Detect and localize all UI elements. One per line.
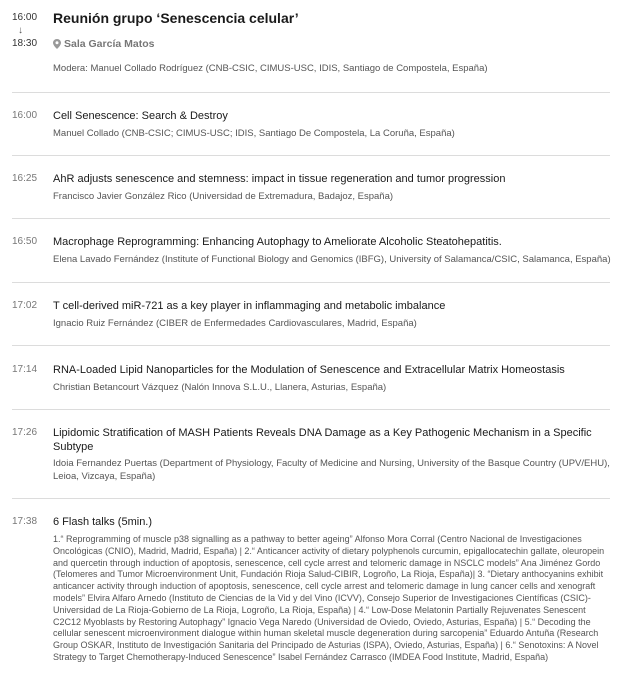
divider: [12, 155, 610, 156]
talk-speaker: Elena Lavado Fernández (Institute of Functional Biology and Genomics (IBFG), University of Salamanca/CSIC, Salamanca, España): [53, 254, 611, 265]
talk-title: AhR adjusts senescence and stemness: impact in tissue regeneration and tumor progression: [53, 173, 506, 185]
session-moderator: Modera: Manuel Collado Rodríguez (CNB-CSIC, CIMUS-USC, IDIS, Santiago de Compostela, España): [53, 63, 488, 74]
talk-title: Cell Senescence: Search & Destroy: [53, 110, 228, 122]
talk-time: 16:00: [12, 110, 38, 121]
talk-speaker: Ignacio Ruiz Fernández (CIBER de Enfermedades Cardiovasculares, Madrid, España): [53, 318, 417, 329]
flash-talks-list: 1.“ Reprogramming of muscle p38 signalling as a pathway to better ageing” Alfonso Mora Corral (Centro Nacional de Investigaciones Oncológicas (CNIO), Madrid, Madrid, España) | 2.“ Anticancer activity of dietary polyphenols curcumin, epigallocatechin gallate, oleuropein and quercetin through induction of apoptosis, senescence, cell cycle arrest and telomeric damage in NSCLC models” Ana Jiménez Gordo (Telomeres and Tumor Microenvironment Unit, Fundación Rioja Salud-CIBIR, Logroño, La Rioja, España)| 3. “Dietary anthocyanins exhibit anticancer activity through induction of apoptosis, senescence, cell cycle arrest and telomeric damage in lung cancer cells and xenograft models” Elvira Alfaro Arnedo (Instituto de Ciencias de la Vid y del Vino (ICVV), Consejo Superior de Investigaciones Científicas (CSIC)-Universidad de La Rioja-Gobierno de La Rioja, Logroño, La Rioja, España) | 4.“ Low-Dose Melatonin Partially Rejuvenates Senescent C2C12 Myoblasts by Restoring Autophagy” Ignacio Vega Naredo (Universidad de Oviedo, Oviedo, Asturias, España) | 5.“ Decoding the cellular senescent microenvironment dialogue within human skeletal muscle degeneration during sarcopenia” Eduardo Antuña (Research Group OSKAR, Instituto de Investigación Sanitaria del Principado de Asturias (ISPA), Oviedo, Asturias, España) | 6.“ Senotoxins: A Novel Strategy to Target Chemotherapy-Induced Senescence” Isabel Fernández Carrasco (IMDEA Food Institute, Madrid, España): [53, 534, 605, 662]
arrow-down-icon: ↓: [18, 25, 23, 36]
session-title: Reunión grupo ‘Senescencia celular’: [53, 10, 299, 26]
map-pin-icon: [53, 39, 61, 49]
location-label: Sala García Matos: [64, 38, 155, 50]
talk-speaker: Manuel Collado (CNB-CSIC; CIMUS-USC; IDIS, Santiago De Compostela, La Coruña, España): [53, 128, 455, 139]
talk-title: T cell-derived miR-721 as a key player in inflammaging and metabolic imbalance: [53, 300, 446, 312]
talk-title: 6 Flash talks (5min.): [53, 516, 153, 528]
divider: [12, 218, 610, 219]
session-header: [0, 0, 621, 92]
talk-time: 17:26: [12, 427, 38, 438]
session-start-time: 16:00: [12, 12, 38, 23]
talk-speaker: Francisco Javier González Rico (Universidad de Extremadura, Badajoz, España): [53, 191, 394, 202]
session-end-time: 18:30: [12, 38, 38, 49]
session-location: [53, 38, 154, 50]
divider: [12, 498, 610, 499]
talk-title: Macrophage Reprogramming: Enhancing Autophagy to Ameliorate Alcoholic Steatohepatitis.: [53, 236, 502, 248]
divider: [12, 92, 610, 93]
talk-title: Lipidomic Stratification of MASH Patients Reveals DNA Damage as a Key Pathogenic Mechanism in a Specific Subtype: [53, 427, 592, 453]
talk-title: RNA-Loaded Lipid Nanoparticles for the Modulation of Senescence and Extracellular Matrix Homeostasis: [53, 364, 565, 376]
talk-time: 17:38: [12, 516, 38, 527]
talk-time: 17:02: [12, 300, 38, 311]
talk-speaker: Christian Betancourt Vázquez (Nalón Innova S.L.U., Llanera, Asturias, España): [53, 382, 387, 393]
divider: [12, 282, 610, 283]
session-time-range: [12, 12, 42, 50]
talk-speaker: Idoia Fernandez Puertas (Department of Physiology, Faculty of Medicine and Nursing, University of the Basque Country (UPV/EHU), Leioa, Vizcaya, España): [53, 458, 610, 482]
talk-time: 17:14: [12, 364, 38, 375]
divider: [12, 409, 610, 410]
divider: [12, 345, 610, 346]
talk-time: 16:25: [12, 173, 38, 184]
talk-time: 16:50: [12, 236, 38, 247]
